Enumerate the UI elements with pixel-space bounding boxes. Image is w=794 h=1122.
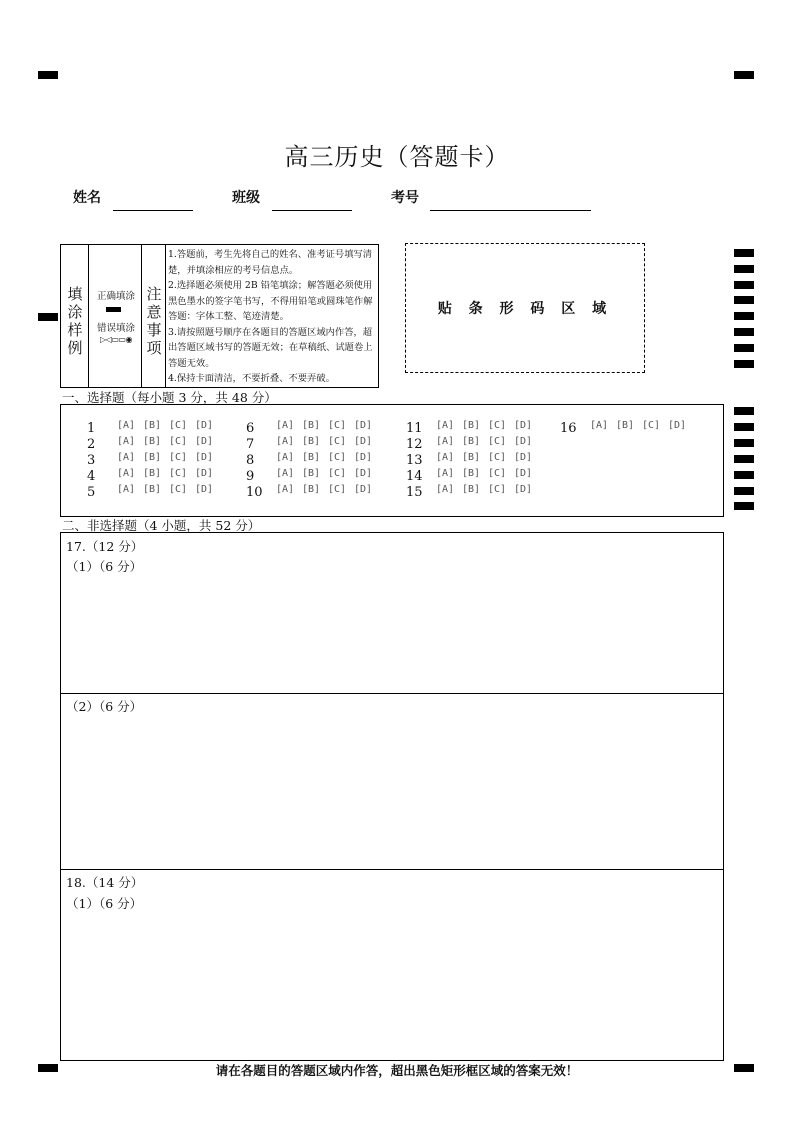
timing-mark (734, 265, 754, 273)
choice-question-number: 3 (87, 453, 96, 468)
class-label: 班级 (232, 190, 260, 206)
choice-options (276, 468, 380, 479)
correct-fill-example (106, 307, 121, 312)
choice-option-bubble[interactable]: [B] (302, 436, 321, 447)
choice-option-bubble[interactable]: [D] (668, 420, 687, 431)
choice-question-number: 5 (87, 485, 96, 500)
choice-option-bubble[interactable]: [A] (276, 452, 295, 463)
choice-question-number: 13 (406, 453, 423, 468)
notes-list (168, 247, 380, 387)
answer-box (60, 532, 724, 1061)
choice-question-number: 4 (87, 469, 96, 484)
choice-option-bubble[interactable]: [B] (302, 468, 321, 479)
choice-option-bubble[interactable]: [C] (328, 484, 347, 495)
choice-question-number: 11 (406, 421, 423, 436)
choice-option-bubble[interactable]: [D] (514, 452, 533, 463)
note-item: 3.请按照题号顺序在各题目的答题区域内作答，超出答题区域书写的答题无效；在草稿纸、试题卷上答题无效。 (168, 326, 373, 369)
q17-part2-label: （2）（6 分） (66, 699, 143, 714)
timing-mark (734, 312, 754, 320)
q17-label: 17.（12 分） (66, 539, 144, 554)
choice-option-bubble[interactable]: [D] (514, 420, 533, 431)
choice-option-bubble[interactable]: [C] (328, 420, 347, 431)
timing-mark (734, 455, 754, 463)
q18-part1-area[interactable] (61, 870, 723, 1060)
choice-option-bubble[interactable]: [C] (642, 420, 661, 431)
choice-options (436, 468, 540, 479)
choice-question-number: 14 (406, 469, 423, 484)
choice-option-bubble[interactable]: [A] (436, 484, 455, 495)
choice-options (276, 484, 380, 495)
exam-no-field[interactable] (430, 210, 591, 211)
choice-options (117, 468, 221, 479)
wrong-fill-examples: ▷◁▭▭◉ (100, 335, 132, 344)
choice-options (117, 452, 221, 463)
timing-mark (734, 296, 754, 304)
timing-mark (734, 281, 754, 289)
note-item: 1.答题前，考生先将自己的姓名、准考证号填写清楚，并填涂相应的考号信息点。 (168, 249, 373, 276)
choice-question-number: 16 (560, 421, 577, 436)
q17-part2-area[interactable] (61, 694, 723, 869)
choice-options (436, 452, 540, 463)
choice-options (117, 484, 221, 495)
section2-title: 二、非选择题（4 小题，共 52 分） (62, 518, 261, 533)
correct-fill-label: 正确填涂 (96, 291, 135, 302)
choice-option-bubble[interactable]: [A] (590, 420, 609, 431)
choice-option-bubble[interactable]: [C] (328, 452, 347, 463)
choice-option-bubble[interactable]: [C] (488, 468, 507, 479)
name-label: 姓名 (73, 190, 101, 206)
choice-option-bubble[interactable]: [D] (195, 436, 214, 447)
section1-title: 一、选择题（每小题 3 分，共 48 分） (62, 390, 277, 405)
choice-option-bubble[interactable]: [A] (436, 468, 455, 479)
choice-option-bubble[interactable]: [B] (302, 420, 321, 431)
note-item: 2.选择题必须使用 2B 铅笔填涂；解答题必须使用黑色墨水的签字笔书写，不得用铅笔或圆珠笔作解答题：字体工整、笔迹清楚。 (168, 280, 373, 322)
choice-option-bubble[interactable]: [B] (302, 484, 321, 495)
choice-option-bubble[interactable]: [A] (276, 484, 295, 495)
sample-examples-col (89, 245, 142, 387)
choice-option-bubble[interactable]: [C] (169, 484, 188, 495)
sample-heading: 填涂样例 (67, 285, 83, 357)
choice-option-bubble[interactable]: [D] (354, 468, 373, 479)
choice-options (590, 420, 694, 431)
name-field[interactable] (113, 210, 193, 211)
barcode-area (405, 243, 645, 373)
q18-label: 18.（14 分） (66, 875, 144, 890)
choice-option-bubble[interactable]: [C] (488, 484, 507, 495)
corner-mark-top-left (38, 71, 58, 79)
choice-option-bubble[interactable]: [D] (514, 436, 533, 447)
choice-option-bubble[interactable]: [C] (488, 420, 507, 431)
choice-option-bubble[interactable]: [B] (462, 452, 481, 463)
choice-option-bubble[interactable]: [A] (117, 468, 136, 479)
timing-mark (734, 471, 754, 479)
q18-part1-label: （1）（6 分） (66, 896, 143, 911)
choice-question-number: 1 (87, 421, 96, 436)
q17-part1-area[interactable] (61, 533, 723, 693)
footer-warning: 请在各题目的答题区域内作答，超出黑色矩形框区域的答案无效！ (215, 1063, 579, 1078)
choice-option-bubble[interactable]: [D] (354, 420, 373, 431)
wrong-fill-label: 错误填涂 (96, 323, 135, 334)
timing-mark (734, 487, 754, 495)
timing-mark (734, 249, 754, 257)
choice-option-bubble[interactable]: [B] (616, 420, 635, 431)
choice-option-bubble[interactable]: [C] (488, 436, 507, 447)
timing-mark (734, 439, 754, 447)
choice-option-bubble[interactable]: [A] (436, 436, 455, 447)
choice-option-bubble[interactable]: [D] (195, 484, 214, 495)
choice-option-bubble[interactable]: [C] (328, 436, 347, 447)
timing-mark (734, 423, 754, 431)
choice-question-number: 8 (246, 453, 255, 468)
choice-option-bubble[interactable]: [C] (169, 420, 188, 431)
choice-options (436, 436, 540, 447)
class-field[interactable] (272, 210, 352, 211)
choice-option-bubble[interactable]: [C] (328, 468, 347, 479)
choice-option-bubble[interactable]: [D] (354, 436, 373, 447)
choice-option-bubble[interactable]: [A] (436, 420, 455, 431)
choice-answer-box (60, 404, 724, 517)
choice-option-bubble[interactable]: [A] (117, 420, 136, 431)
choice-option-bubble[interactable]: [A] (117, 484, 136, 495)
choice-question-number: 9 (246, 469, 255, 484)
choice-question-number: 15 (406, 485, 423, 500)
timing-mark (734, 502, 754, 510)
choice-option-bubble[interactable]: [D] (195, 420, 214, 431)
choice-option-bubble[interactable]: [B] (143, 452, 162, 463)
choice-options (276, 436, 380, 447)
choice-option-bubble[interactable]: [D] (354, 452, 373, 463)
choice-option-bubble[interactable]: [B] (462, 468, 481, 479)
choice-options (436, 484, 540, 495)
choice-option-bubble[interactable]: [A] (436, 452, 455, 463)
choice-option-bubble[interactable]: [D] (195, 452, 214, 463)
choice-option-bubble[interactable]: [B] (143, 468, 162, 479)
choice-option-bubble[interactable]: [C] (169, 452, 188, 463)
choice-options (276, 420, 380, 431)
choice-option-bubble[interactable]: [B] (462, 420, 481, 431)
choice-option-bubble[interactable]: [A] (276, 420, 295, 431)
barcode-label: 贴 条 形 码 区 域 (437, 301, 613, 317)
choice-option-bubble[interactable]: [A] (276, 436, 295, 447)
side-mark-left (38, 313, 58, 321)
choice-option-bubble[interactable]: [A] (276, 468, 295, 479)
choice-option-bubble[interactable]: [B] (143, 420, 162, 431)
exam-no-label: 考号 (391, 190, 419, 206)
timing-mark (734, 407, 754, 415)
q17-part1-label: （1）（6 分） (66, 559, 143, 574)
choice-question-number: 2 (87, 437, 96, 452)
note-item: 4.保持卡面清洁，不要折叠、不要弄破。 (168, 373, 335, 384)
choice-option-bubble[interactable]: [B] (143, 484, 162, 495)
choice-option-bubble[interactable]: [B] (143, 436, 162, 447)
choice-question-number: 10 (246, 485, 263, 500)
choice-option-bubble[interactable]: [D] (514, 468, 533, 479)
choice-question-number: 7 (246, 437, 255, 452)
choice-option-bubble[interactable]: [B] (302, 452, 321, 463)
corner-mark-top-right (734, 71, 754, 79)
choice-question-number: 12 (406, 437, 423, 452)
choice-options (276, 452, 380, 463)
timing-mark (734, 344, 754, 352)
choice-option-bubble[interactable]: [D] (195, 468, 214, 479)
choice-options (117, 436, 221, 447)
timing-mark (734, 328, 754, 336)
page-title: 高三历史（答题卡） (284, 143, 510, 171)
choice-option-bubble[interactable]: [B] (462, 484, 481, 495)
choice-option-bubble[interactable]: [D] (354, 484, 373, 495)
choice-option-bubble[interactable]: [D] (514, 484, 533, 495)
sample-and-notes-box (60, 244, 379, 388)
choice-option-bubble[interactable]: [A] (117, 452, 136, 463)
choice-question-number: 6 (246, 421, 255, 436)
choice-option-bubble[interactable]: [C] (169, 468, 188, 479)
timing-mark (734, 360, 754, 368)
choice-options (117, 420, 221, 431)
choice-options (436, 420, 540, 431)
choice-option-bubble[interactable]: [A] (117, 436, 136, 447)
choice-option-bubble[interactable]: [B] (462, 436, 481, 447)
choice-option-bubble[interactable]: [C] (169, 436, 188, 447)
notes-heading: 注意事项 (146, 285, 162, 357)
choice-option-bubble[interactable]: [C] (488, 452, 507, 463)
